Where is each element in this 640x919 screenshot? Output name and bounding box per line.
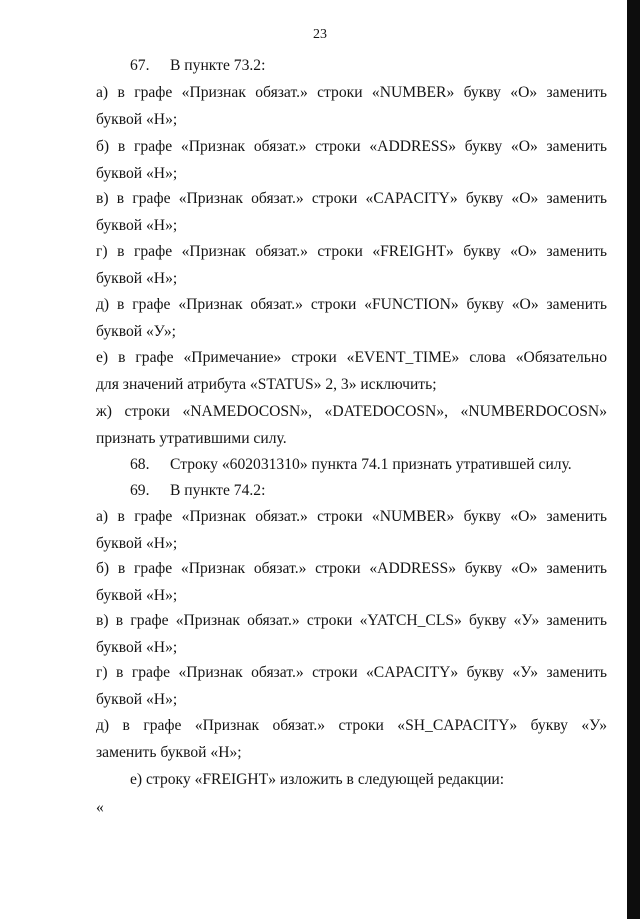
- item-68: [130, 456, 572, 474]
- subitem-b-continuation: буквой «Н»;: [96, 165, 178, 182]
- subitem-zh: ж) строки «NAMEDOCOSN», «DATEDOCOSN», «NUMBERDOCOSN»: [96, 403, 607, 420]
- subitem-v-continuation: буквой «Н»;: [96, 217, 178, 234]
- subitem-b: б) в графе «Признак обязат.» строки «ADDRESS» букву «О» заменить: [96, 560, 607, 577]
- subitem-d-continuation: буквой «У»;: [96, 323, 176, 340]
- item-text: В пункте 74.2:: [170, 482, 266, 499]
- subitem-e-continuation: для значений атрибута «STATUS» 2, 3» исключить;: [96, 376, 437, 393]
- subitem-zh-continuation: признать утратившими силу.: [96, 430, 287, 447]
- subitem-g-continuation: буквой «Н»;: [96, 691, 178, 708]
- item-number: 69.: [130, 482, 150, 499]
- subitem-d: д) в графе «Признак обязат.» строки «SH_CAPACITY» букву «У»: [96, 717, 607, 734]
- item-text: В пункте 73.2:: [170, 57, 266, 74]
- item-67: [130, 57, 265, 75]
- subitem-b: б) в графе «Признак обязат.» строки «ADDRESS» букву «О» заменить: [96, 138, 607, 155]
- subitem-a: а) в графе «Признак обязат.» строки «NUMBER» букву «О» заменить: [96, 508, 607, 525]
- subitem-v-continuation: буквой «Н»;: [96, 639, 178, 656]
- subitem-a-continuation: буквой «Н»;: [96, 111, 178, 128]
- item-69: [130, 482, 265, 500]
- subitem-e: е) строку «FREIGHT» изложить в следующей редакции:: [130, 771, 505, 788]
- subitem-a: а) в графе «Признак обязат.» строки «NUMBER» букву «О» заменить: [96, 84, 607, 101]
- subitem-e: е) в графе «Примечание» строки «EVENT_TIME» слова «Обязательно: [96, 349, 607, 366]
- item-number: 67.: [130, 57, 150, 74]
- item-text: Строку «602031310» пункта 74.1 признать утратившей силу.: [170, 456, 572, 473]
- opening-quote: «: [96, 799, 104, 816]
- subitem-d-continuation: заменить буквой «Н»;: [96, 744, 242, 761]
- subitem-g: г) в графе «Признак обязат.» строки «FREIGHT» букву «О» заменить: [96, 243, 607, 260]
- scan-edge-shadow: [627, 0, 640, 919]
- subitem-g: г) в графе «Признак обязат.» строки «CAPACITY» букву «У» заменить: [96, 664, 607, 681]
- subitem-a-continuation: буквой «Н»;: [96, 535, 178, 552]
- subitem-b-continuation: буквой «Н»;: [96, 587, 178, 604]
- page-number: 23: [313, 27, 327, 42]
- item-number: 68.: [130, 456, 150, 473]
- subitem-v: в) в графе «Признак обязат.» строки «YATCH_CLS» букву «У» заменить: [96, 612, 607, 629]
- subitem-g-continuation: буквой «Н»;: [96, 270, 178, 287]
- subitem-d: д) в графе «Признак обязат.» строки «FUNCTION» букву «О» заменить: [96, 296, 607, 313]
- subitem-v: в) в графе «Признак обязат.» строки «CAPACITY» букву «О» заменить: [96, 190, 607, 207]
